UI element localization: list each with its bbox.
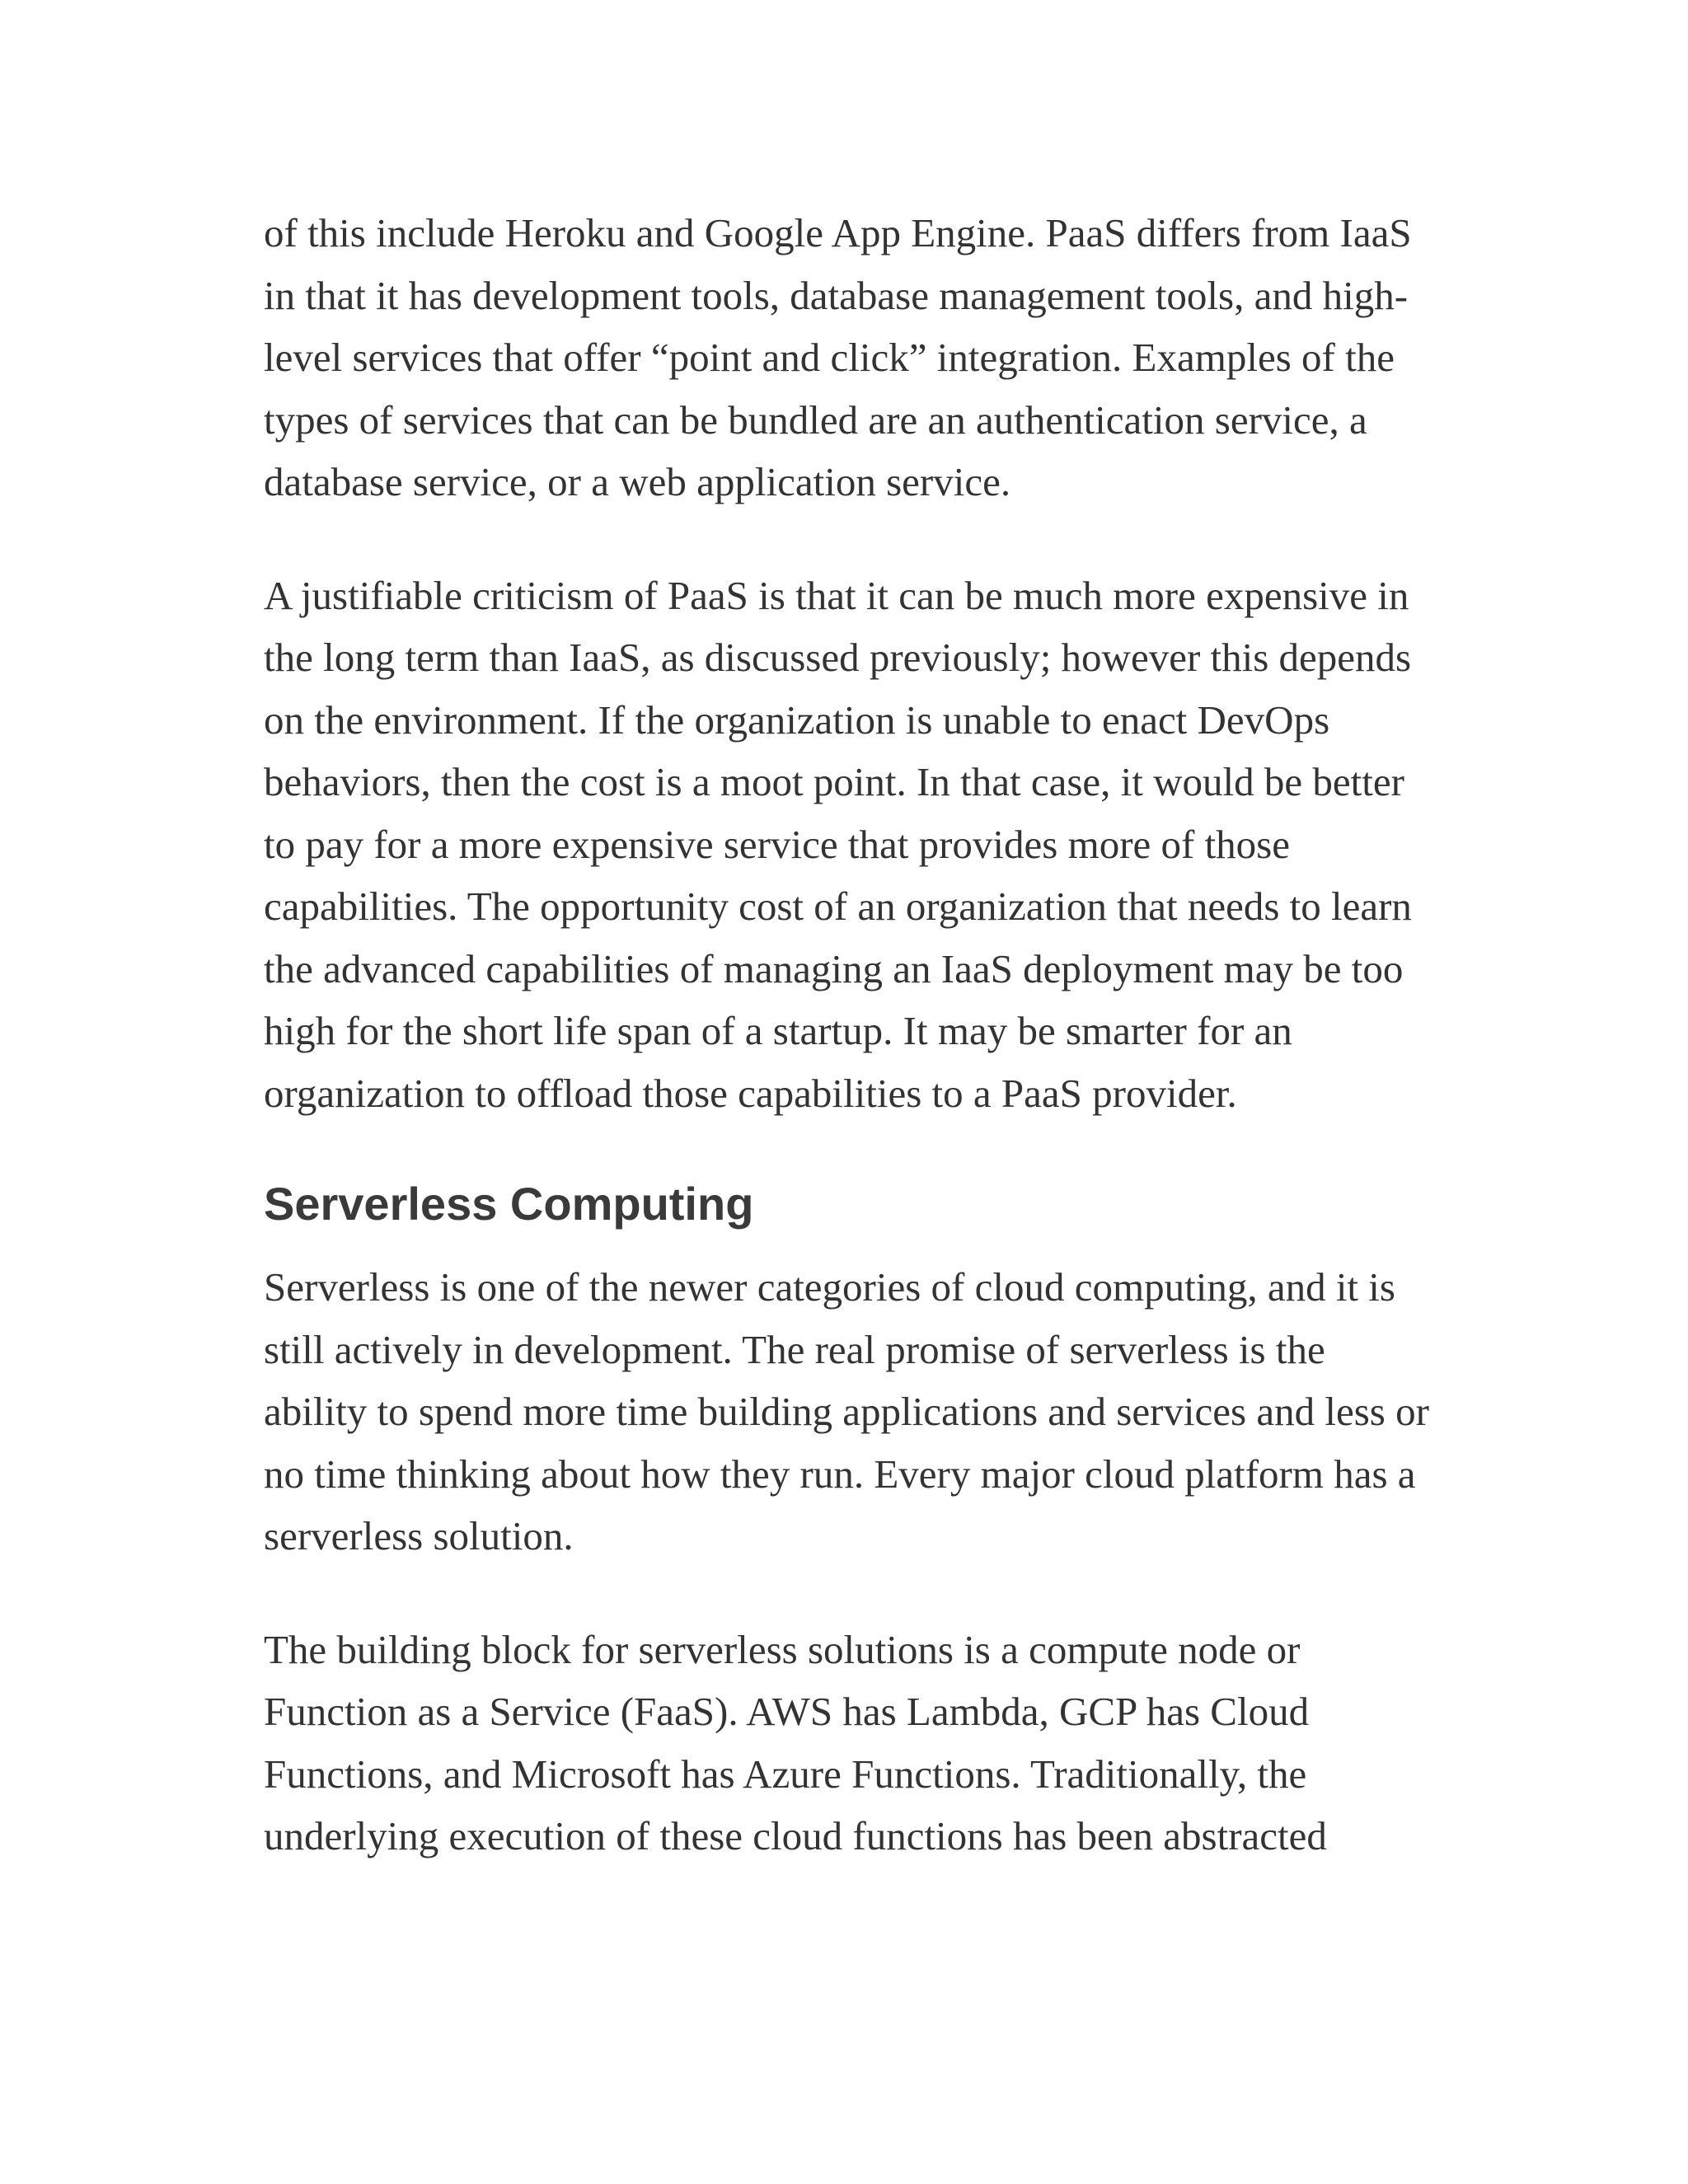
paragraph-serverless-intro: Serverless is one of the newer categories of cloud computing, and it is still actively in development. The real promise of serverless is the ability to spend more time building applications and services and less or no time thinking about how they run. Every major cloud platform has a serverless solution. <box>264 1264 1429 1558</box>
paragraph-faas: The building block for serverless solutions is a compute node or Function as a Service (FaaS). AWS has Lambda, GCP has Cloud Functions, and Microsoft has Azure Functions. Traditionally, the underlying execution of these cloud functions has been abstracted <box>264 1626 1327 1858</box>
page-content <box>264 202 1434 1919</box>
paragraph-paas-overview: of this include Heroku and Google App Engine. PaaS differs from IaaS in that it has development tools, database management tools, and high-level services that offer “point and click” integration. Examples of the types of services that can be bundled are an authentication service, a database service, or a web application service. <box>264 210 1412 504</box>
section-heading-serverless: Serverless Computing <box>264 1178 754 1230</box>
paragraph-paas-criticism: A justifiable criticism of PaaS is that it can be much more expensive in the long term than IaaS, as discussed previously; however this depends on the environment. If the organization is unable to enact DevOps behaviors, then the cost is a moot point. In that case, it would be better to pay for a more expensive service that provides more of those capabilities. The opportunity cost of an organization that needs to learn the advanced capabilities of managing an IaaS deployment may be too high for the short life span of a startup. It may be smarter for an organization to offload those capabilities to a PaaS provider. <box>264 572 1412 1116</box>
